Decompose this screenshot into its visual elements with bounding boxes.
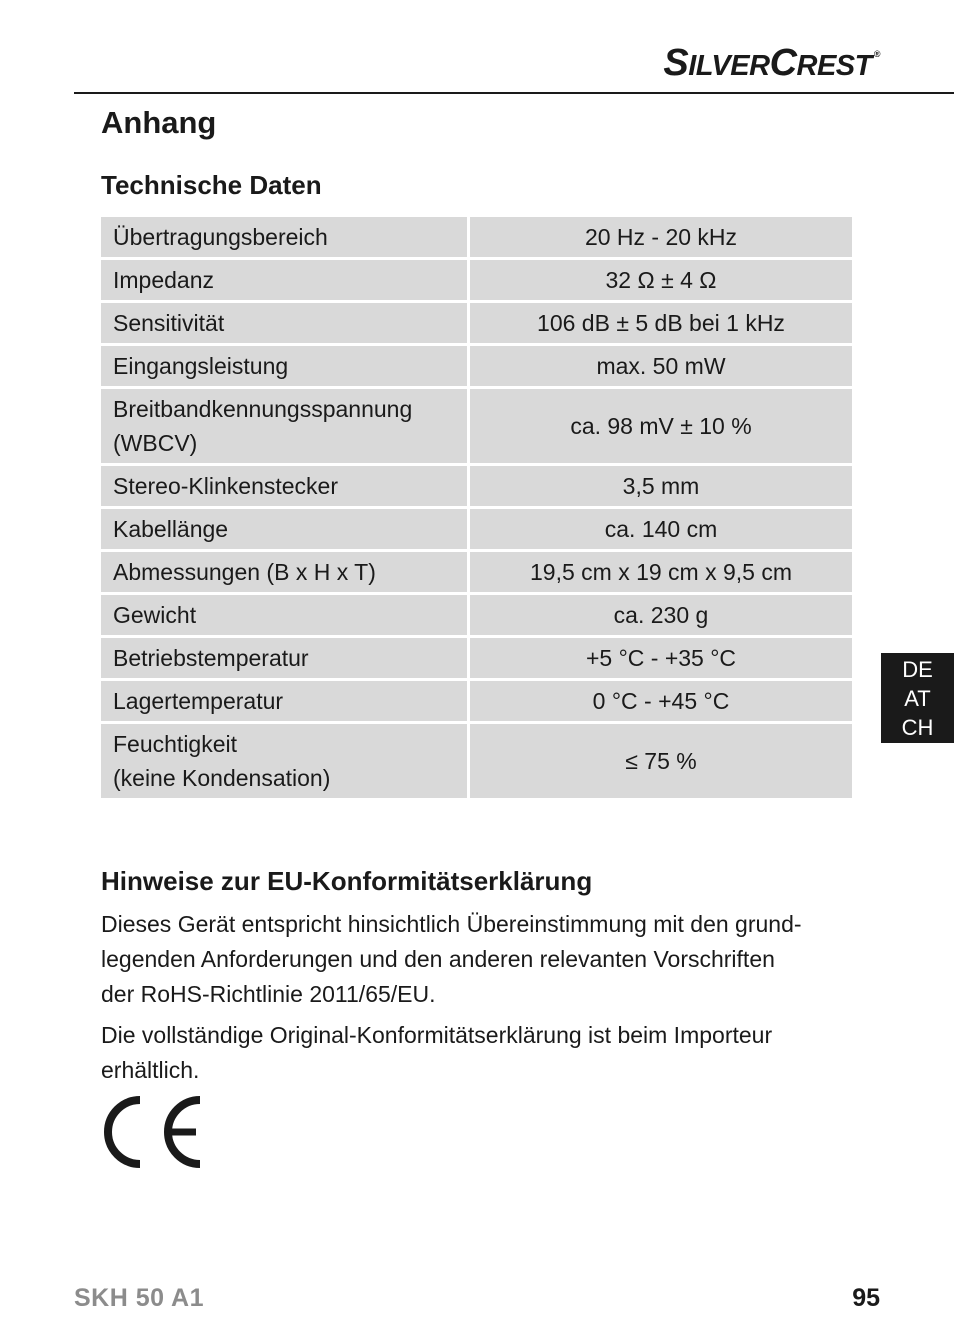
spec-value: +5 °C - +35 °C bbox=[469, 637, 853, 680]
spec-value: 106 dB ± 5 dB bei 1 kHz bbox=[469, 302, 853, 345]
spec-value: ca. 230 g bbox=[469, 594, 853, 637]
spec-value: ca. 98 mV ± 10 % bbox=[469, 388, 853, 465]
table-row bbox=[101, 388, 852, 465]
spec-value: ≤ 75 % bbox=[469, 723, 853, 800]
ce-mark-icon bbox=[100, 1094, 204, 1170]
specs-heading: Technische Daten bbox=[101, 170, 322, 200]
table-row bbox=[101, 345, 852, 388]
page-number: 95 bbox=[852, 1284, 880, 1312]
spec-value: 0 °C - +45 °C bbox=[469, 680, 853, 723]
spec-label: Impedanz bbox=[101, 259, 469, 302]
spec-value: 20 Hz - 20 kHz bbox=[469, 217, 853, 259]
table-row bbox=[101, 551, 852, 594]
table-row bbox=[101, 508, 852, 551]
spec-value: max. 50 mW bbox=[469, 345, 853, 388]
spec-value: 32 Ω ± 4 Ω bbox=[469, 259, 853, 302]
eu-text bbox=[101, 907, 861, 1094]
silvercrest-logo bbox=[663, 44, 880, 82]
logo-letter-s: S bbox=[663, 42, 689, 84]
eu-paragraph-2: Die vollständige Original-Konformitätserklärung ist beim Importeur erhältlich. bbox=[101, 1022, 773, 1083]
spec-label: Breitbandkennungsspannung (WBCV) bbox=[101, 388, 469, 465]
spec-value: ca. 140 cm bbox=[469, 508, 853, 551]
spec-label: Abmessungen (B x H x T) bbox=[101, 551, 469, 594]
spec-label: Lagertemperatur bbox=[101, 680, 469, 723]
header-rule bbox=[74, 92, 954, 94]
spec-value: 3,5 mm bbox=[469, 465, 853, 508]
table-row bbox=[101, 217, 852, 259]
logo-text-rest: REST bbox=[796, 50, 872, 82]
table-row bbox=[101, 637, 852, 680]
spec-label: Übertragungsbereich bbox=[101, 217, 469, 259]
eu-heading: Hinweise zur EU-Konformitätserklärung bbox=[101, 866, 593, 896]
logo-letter-c: C bbox=[769, 42, 797, 84]
spec-label: Sensitivität bbox=[101, 302, 469, 345]
spec-label: Feuchtigkeit (keine Kondensation) bbox=[101, 723, 469, 800]
section-title: Anhang bbox=[101, 105, 217, 140]
eu-paragraph-1: Dieses Gerät entspricht hinsichtlich Übereinstimmung mit den grund- legenden Anforderungen und den anderen relevanten Vorschriften der RoHS-Richtlinie 2011/65/EU. bbox=[101, 911, 802, 1007]
language-tab bbox=[881, 653, 954, 743]
specs-table bbox=[101, 217, 852, 801]
logo-text-ilver: ILVER bbox=[688, 50, 770, 82]
table-row bbox=[101, 723, 852, 800]
table-row bbox=[101, 680, 852, 723]
table-row bbox=[101, 302, 852, 345]
lang-de: DE bbox=[902, 656, 933, 682]
lang-ch: CH bbox=[901, 714, 934, 740]
registered-mark: ® bbox=[873, 49, 880, 59]
spec-label: Eingangsleistung bbox=[101, 345, 469, 388]
spec-label: Stereo-Klinkenstecker bbox=[101, 465, 469, 508]
spec-label: Betriebstemperatur bbox=[101, 637, 469, 680]
lang-at: AT bbox=[904, 685, 931, 711]
footer-model: SKH 50 A1 bbox=[74, 1284, 205, 1312]
table-row bbox=[101, 259, 852, 302]
table-row bbox=[101, 594, 852, 637]
spec-label: Kabellänge bbox=[101, 508, 469, 551]
spec-label: Gewicht bbox=[101, 594, 469, 637]
spec-value: 19,5 cm x 19 cm x 9,5 cm bbox=[469, 551, 853, 594]
table-row bbox=[101, 465, 852, 508]
